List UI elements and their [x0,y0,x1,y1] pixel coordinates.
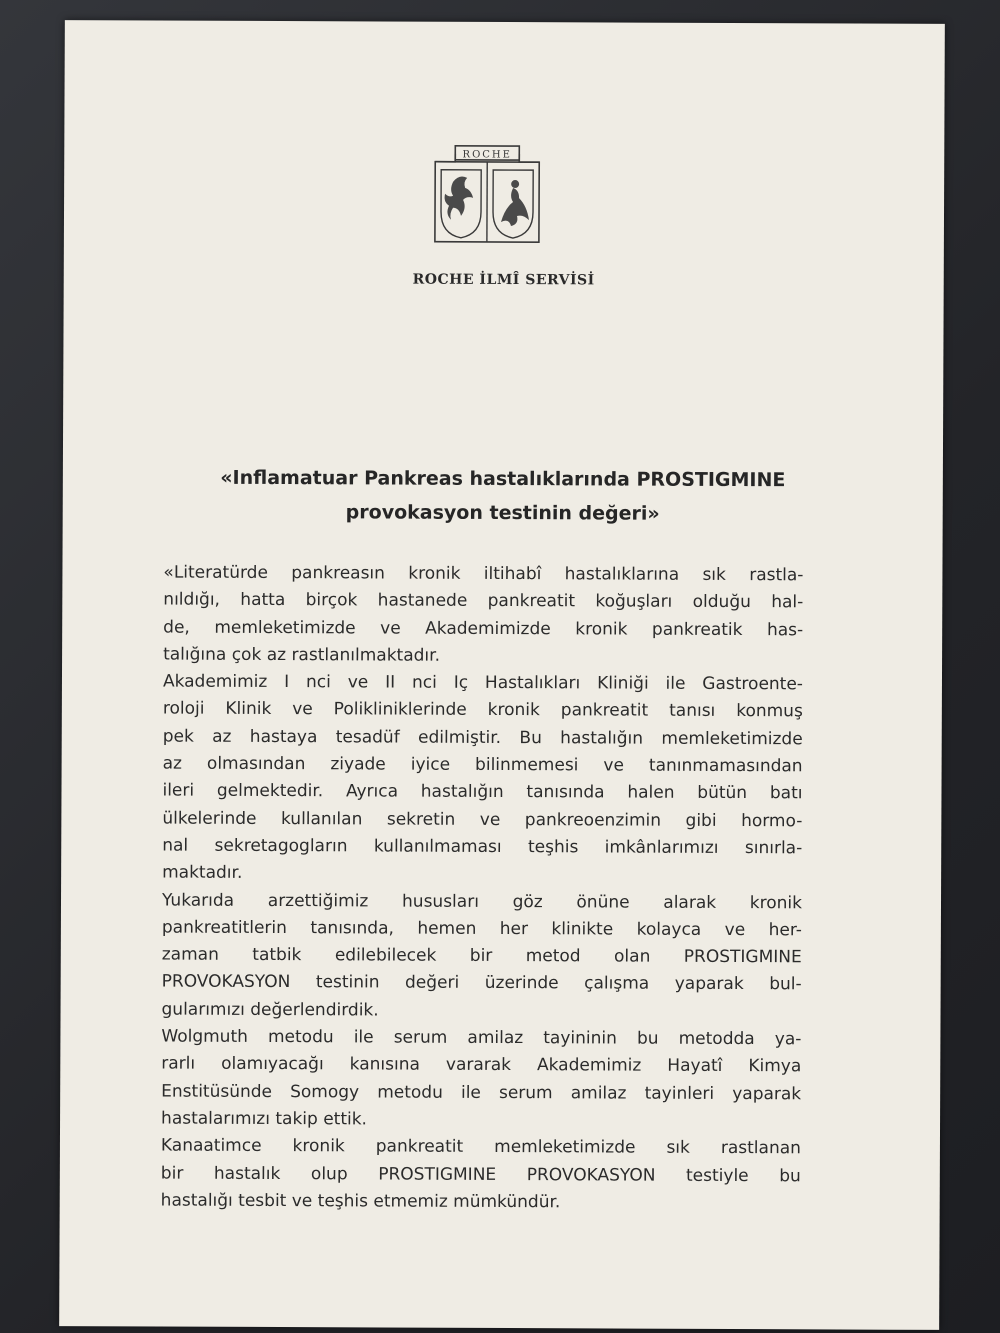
paragraph [161,1024,801,1136]
text-line: «Literatürde pankreasın kronik iltihabî hastalıklarına sık rastla- [163,562,804,586]
text-line: pankreatitlerin tanısında, hemen her klinikte kolayca ve her- [161,917,802,941]
document-page [59,20,945,1330]
text-line: nal sekretagogların kullanılmaması teşhis imkânlarımızı sınırla- [162,835,803,859]
text-line: Akademimiz I nci ve II nci Iç Hastalıkları Kliniği ile Gastroente- [162,671,804,695]
text-line: de, memleketimizde ve Akademimizde kronik pankreatik has- [163,617,804,640]
paragraph [161,1133,801,1218]
service-heading: ROCHE İLMÎ SERVİSİ [412,271,595,289]
text-line: nıldığı, hatta birçok hastanede pankreatit koğuşları olduğu hal- [163,589,804,613]
text-line: Wolgmuth metodu ile serum amilaz tayininin bu metodda ya- [161,1026,802,1050]
text-line: az olmasından ziyade iyice bilinmemesi ve tanınmamasından [162,753,803,777]
text-line: talığına çok az rastlanılmaktadır. [163,644,441,666]
text-line: zaman tatbik edilebilecek bir metod olan PROSTIGMINE [161,944,802,968]
text-line: Enstitüsünde Somogy metodu ile serum amilaz tayinleri yaparak [161,1081,802,1104]
document-title [123,460,883,531]
text-line: roloji Klinik ve Polikliniklerinde kronik pankreatit tanısı konmuş [162,699,803,722]
text-line: Kanaatimce kronik pankreatit memleketimizde sık rastlanan [160,1135,801,1159]
text-line: pek az hastaya tesadüf edilmiştir. Bu hastalığın memleketimizde [162,726,803,750]
svg-text:ROCHE: ROCHE [462,149,512,161]
text-line: gularımızı değerlendirdik. [161,999,379,1021]
text-line: maktadır. [162,862,243,884]
paragraph [162,669,803,890]
roche-logo [431,142,543,246]
text-line: bir hastalık olup PROSTIGMINE PROVOKASYON testiyle bu [160,1163,801,1186]
title-line: provokasyon testinin değeri» [345,501,660,525]
text-line: hastalarımızı takip ettik. [161,1108,368,1130]
paragraph [161,887,802,1026]
text-line: ülkelerinde kullanılan sekretin ve pankreoenzimin gibi hormo- [162,808,803,831]
text-line: ileri gelmektedir. Ayrıca hastalığın tanısında halen bütün batı [162,780,803,804]
text-line: PROVOKASYON testinin değeri üzerinde çalışma yaparak bul- [161,971,802,995]
text-line: rarlı olamıyacağı kanısına vararak Akademimiz Hayatî Kimya [161,1053,802,1077]
paragraph [163,560,803,672]
body-text [161,560,804,1218]
title-line: «Inflamatuar Pankreas hastalıklarında PROSTIGMINE [220,466,786,492]
text-line: Yukarıda arzettiğimiz hususları göz önüne alarak kronik [161,890,803,913]
text-line: hastalığı tesbit ve teşhis etmemiz mümkündür. [160,1190,561,1213]
